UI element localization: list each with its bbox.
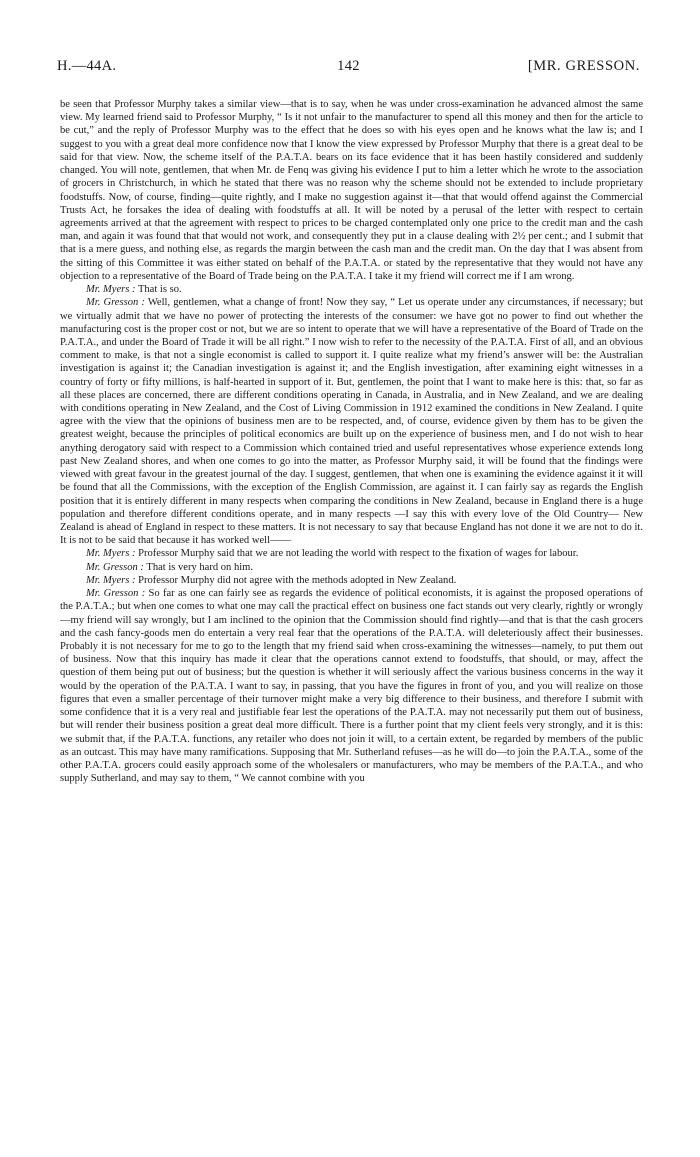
document-reference: H.—44A. [57, 58, 117, 74]
paragraph [60, 574, 643, 587]
running-header [57, 58, 640, 80]
transcript-body [60, 98, 643, 785]
paragraph-text: Professor Murphy said that we are not leading the world with respect to the fixation of wages for labour. [138, 548, 579, 560]
paragraph-text: That is so. [137, 284, 182, 296]
paragraph-text: Professor Murphy did not agree with the methods adopted in New Zealand. [138, 574, 457, 586]
page-number: 142 [337, 58, 360, 74]
speaker-name: Mr. Gresson : [86, 297, 145, 309]
speaker-name: Mr. Myers : [86, 548, 136, 560]
paragraph [60, 296, 643, 547]
speaker-name: Mr. Myers : [86, 284, 136, 296]
paragraph [60, 561, 643, 574]
paragraph [60, 283, 643, 296]
paragraph-text: Well, gentlemen, what a change of front! Now they say, “ Let us operate under any circumstances, if necessary; but we virtually admit that we have no power of protecting the interests of the consumer: we have got no power to find out whether the manufacturing cost is the proper cost or not, but we are so intent to operate that we will have a representative of the Board of Trade on the P.A.T.A., and under the Board of Trade it will be all right.” I now wish to refer to the necessity of the P.A.T.A. First of all, and an obvious comment to make, is that not a single economist is called to support it. I quite realize what my friend’s answer will be: the Australian investigation is against it; the Canadian investigation is against it; and the English investigation, after examining eight witnesses in a country of forty or fifty millions, is half-hearted in support of it. But, gentlemen, the point that I want to make here is this: that, so far as all these places are concerned, there are different conditions operating in Canada, in Australia, and in New Zealand, and we are dealing with conditions operating in New Zealand, and the Cost of Living Commission in 1912 examined the conditions in New Zealand. I quite agree with the view that the opinions of business men are to be respected, and, of course, evidence given by them has to be given the greatest weight, because the principles of political economics are built up on the experience of business men, and I do not wish to hear anything derogatory said with respect to a Commission which contained tried and useful representatives whose experience extends long past New Zealand shores, and when one comes to go into the matter, as Professor Murphy said, it will be found that the findings were viewed with great favour in the greatest journal of the day. I suggest, gentlemen, that when one is examining the evidence against it it will be found that all the Commissions, with the exception of the English Commission, are against it. I can fairly say as regards the English position that it is entirely different in many respects when comparing the conditions in New Zealand, because in England there is a huge population and therefore different conditions operate, and in many respects —I say this with every love of the Old Country— New Zealand is ahead of England in respect to these matters. It is not necessary to say that because England has not done it we are not to do it. It is not to be said that because it has worked well—— [60, 297, 643, 547]
paragraph [60, 587, 643, 785]
paragraph [60, 98, 643, 283]
speaker-heading: [MR. GRESSON. [527, 58, 640, 74]
speaker-name: Mr. Gresson : [86, 588, 146, 600]
paragraph-text: be seen that Professor Murphy takes a similar view—that is to say, when he was under cross-examination he advanced almost the same view. My learned friend said to Professor Murphy, “ Is it not unfair to the manufacturer to spend all this money and then for the article to be cut,” and the reply of Professor Murphy was to the effect that he does so with his eyes open and he knows what the law is; and I suggest to you with a great deal more confidence now that I know the view expressed by Professor Murphy that there is a great deal to be said for that view. Now, the scheme itself of the P.A.T.A. bears on its face evidence that it has been hastily considered and suddenly changed. You will note, gentlemen, that when Mr. de Fenq was giving his evidence I put to him a letter which he wrote to the association of grocers in Christchurch, in which he stated that there was no reason why the scheme should not be extended to include proprietary foodstuffs. Now, of course, finding—quite rightly, and I make no suggestion against it—that that would offend against the Commercial Trusts Act, he forsakes the idea of dealing with foodstuffs at all. It will be noted by a perusal of the letter with respect to certain agreements arrived at that the agreement with respect to prices to be charged contemplated only one price to the credit man and the cash man, and again it was found that that would not work, and consequently they put in a clause dealing with 2½ per cent.; and I submit that that is a mere guess, and nothing else, as regards the margin between the cash man and the credit man. On the day that I was absent from the sitting of this Committee it was either stated on behalf of the P.A.T.A. or stated by the representative that they would not have any objection to a representative of the Board of Trade being on the P.A.T.A. I take it my friend will correct me if I am wrong. [60, 99, 643, 282]
speaker-name: Mr. Myers : [86, 574, 136, 586]
paragraph-text: That is very hard on him. [146, 561, 253, 573]
paragraph [60, 547, 643, 560]
paragraph-text: So far as one can fairly see as regards the evidence of political economists, it is against the proposed operations of the P.A.T.A.; but when one comes to what one may call the practical effect on business one fact stands out very clearly, rightly or wrongly—my friend will say wrongly, but I am inclined to the opinion that the Commission should find rightly—and that is that the cash grocers and the cash fancy-goods men do entertain a very real fear that the operations of the P.A.T.A. will deleteriously affect their businesses. Probably it is not necessary for me to go to the length that my friend said when cross-examining the witnesses—namely, to put them out of business. Now that this inquiry has made it clear that the operations cannot extend to foodstuffs, that should, or may, affect the question of them being put out of business; but the question is whether it will seriously affect the various business concerns in the way it would by the operation of the P.A.T.A. I want to say, in passing, that you have the figures in front of you, and you will realize on those figures that even a smaller percentage of their turnover might make a very big difference to their business, and therefore I submit with some confidence that it is a very real and justifiable fear lest the operations of the P.A.T.A. may not necessarily put them out of business, but will render their business position a great deal more difficult. There is a further point that my client feels very strongly, and it is this: we submit that, if the P.A.T.A. functions, any retailer who does not join it will, to a certain extent, be regarded by members of the public as an outcast. This may have many ramifications. Supposing that Mr. Sutherland refuses—as he will do—to join the P.A.T.A., some of the other P.A.T.A. grocers could easily approach some of the wholesalers or manufacturers, who may be members of the P.A.T.A., and who supply Sutherland, and may say to them, “ We cannot combine with you [60, 588, 643, 785]
speaker-name: Mr. Gresson : [86, 561, 144, 573]
